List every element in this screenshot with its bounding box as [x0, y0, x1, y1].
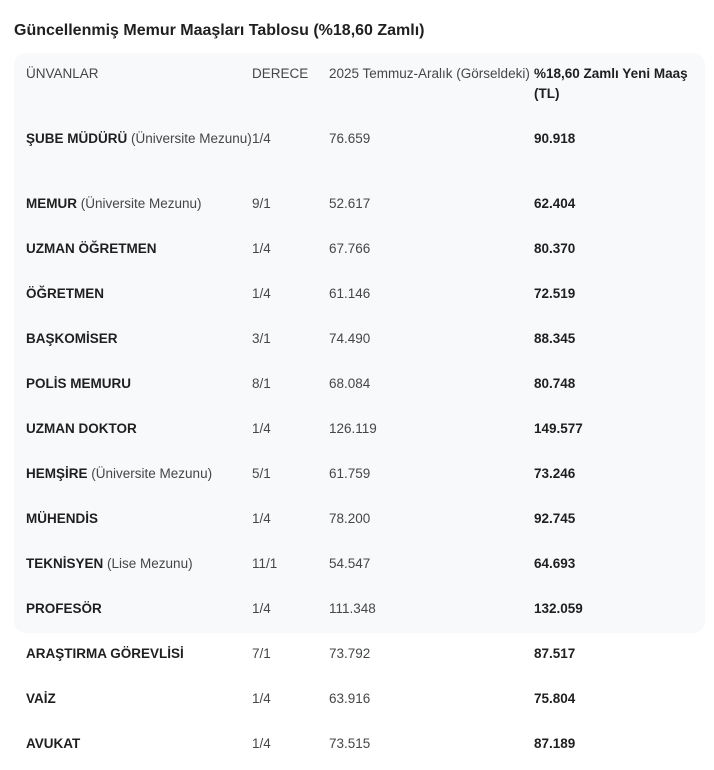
title-name: UZMAN ÖĞRETMEN	[26, 241, 157, 256]
cell-current-salary: 126.119	[329, 421, 377, 436]
cell-title	[14, 680, 252, 725]
title-note: (Üniversite Mezunu)	[131, 131, 252, 146]
cell-current-salary: 61.759	[329, 466, 371, 481]
cell-new-salary: 149.577	[534, 421, 583, 436]
cell-title	[14, 365, 252, 410]
cell-new-salary: 73.246	[534, 466, 576, 481]
cell-grade: 1/4	[252, 601, 271, 616]
cell-title	[14, 635, 252, 680]
cell-current-salary: 73.792	[329, 646, 371, 661]
header-grade: DERECE	[252, 66, 309, 81]
cell-grade: 8/1	[252, 376, 271, 391]
cell-new-salary: 132.059	[534, 601, 583, 616]
cell-current-salary: 54.547	[329, 556, 371, 571]
cell-new-salary: 92.745	[534, 511, 576, 526]
cell-title	[14, 275, 252, 320]
title-note: (Üniversite Mezunu)	[80, 196, 202, 211]
cell-title	[14, 185, 252, 230]
title-name: BAŞKOMİSER	[26, 331, 118, 346]
title-name: ŞUBE MÜDÜRÜ	[26, 131, 128, 146]
title-name: ARAŞTIRMA GÖREVLİSİ	[26, 646, 184, 661]
cell-current-salary: 73.515	[329, 736, 371, 751]
cell-current-salary: 63.916	[329, 691, 371, 706]
cell-new-salary: 75.804	[534, 691, 576, 706]
cell-title	[14, 320, 252, 365]
cell-title	[14, 410, 252, 455]
cell-title	[14, 455, 252, 500]
table-row	[14, 635, 705, 680]
cell-title	[14, 590, 252, 635]
table-row	[14, 500, 705, 545]
cell-grade: 9/1	[252, 196, 271, 211]
cell-new-salary: 80.748	[534, 376, 576, 391]
title-name: MÜHENDİS	[26, 511, 99, 526]
table-row	[14, 185, 705, 230]
cell-title	[14, 725, 252, 770]
table-row	[14, 680, 705, 725]
title-name: VAİZ	[26, 691, 56, 706]
cell-new-salary: 62.404	[534, 196, 576, 211]
cell-new-salary: 72.519	[534, 286, 576, 301]
header-new-salary: %18,60 Zamlı Yeni Maaş (TL)	[534, 66, 688, 101]
title-name: MEMUR	[26, 196, 77, 211]
cell-new-salary: 64.693	[534, 556, 576, 571]
table-row	[14, 725, 705, 770]
cell-current-salary: 78.200	[329, 511, 371, 526]
salary-table-panel	[14, 53, 705, 751]
title-name: PROFESÖR	[26, 601, 102, 616]
table-row	[14, 230, 705, 275]
table-row	[14, 545, 705, 590]
cell-grade: 1/4	[252, 691, 271, 706]
header-current-salary: 2025 Temmuz-Aralık (Görseldeki)	[329, 66, 530, 81]
title-note: (Üniversite Mezunu)	[91, 466, 213, 481]
cell-grade: 11/1	[252, 556, 278, 571]
cell-grade: 5/1	[252, 466, 271, 481]
cell-new-salary: 88.345	[534, 331, 576, 346]
cell-title	[14, 230, 252, 275]
cell-grade: 7/1	[252, 646, 271, 661]
salary-table	[14, 53, 705, 770]
table-row	[14, 365, 705, 410]
cell-grade: 1/4	[252, 241, 271, 256]
title-note: (Lise Mezunu)	[107, 556, 193, 571]
cell-current-salary: 67.766	[329, 241, 371, 256]
cell-new-salary: 90.918	[534, 131, 576, 146]
cell-title	[14, 500, 252, 545]
table-row	[14, 275, 705, 320]
cell-current-salary: 68.084	[329, 376, 371, 391]
cell-title	[14, 545, 252, 590]
cell-new-salary: 80.370	[534, 241, 576, 256]
title-name: TEKNİSYEN	[26, 556, 104, 571]
cell-new-salary: 87.189	[534, 736, 576, 751]
table-row	[14, 410, 705, 455]
cell-grade: 1/4	[252, 421, 271, 436]
cell-grade: 1/4	[252, 131, 271, 146]
cell-grade: 3/1	[252, 331, 271, 346]
table-row	[14, 120, 705, 185]
title-name: AVUKAT	[26, 736, 81, 751]
table-row	[14, 590, 705, 635]
title-name: HEMŞİRE	[26, 466, 88, 481]
title-name: POLİS MEMURU	[26, 376, 132, 391]
title-name: UZMAN DOKTOR	[26, 421, 137, 436]
cell-current-salary: 61.146	[329, 286, 371, 301]
title-name: ÖĞRETMEN	[26, 286, 105, 301]
cell-grade: 1/4	[252, 286, 271, 301]
cell-current-salary: 74.490	[329, 331, 371, 346]
table-header-row	[14, 53, 705, 120]
cell-current-salary: 76.659	[329, 131, 371, 146]
table-row	[14, 455, 705, 500]
table-row	[14, 320, 705, 365]
cell-title	[14, 120, 252, 185]
cell-current-salary: 52.617	[329, 196, 371, 211]
cell-grade: 1/4	[252, 511, 271, 526]
cell-new-salary: 87.517	[534, 646, 576, 661]
cell-current-salary: 111.348	[329, 601, 376, 616]
cell-grade: 1/4	[252, 736, 271, 751]
header-title: ÜNVANLAR	[26, 66, 99, 81]
page-title: Güncellenmiş Memur Maaşları Tablosu (%18,60 Zamlı)	[14, 22, 425, 39]
